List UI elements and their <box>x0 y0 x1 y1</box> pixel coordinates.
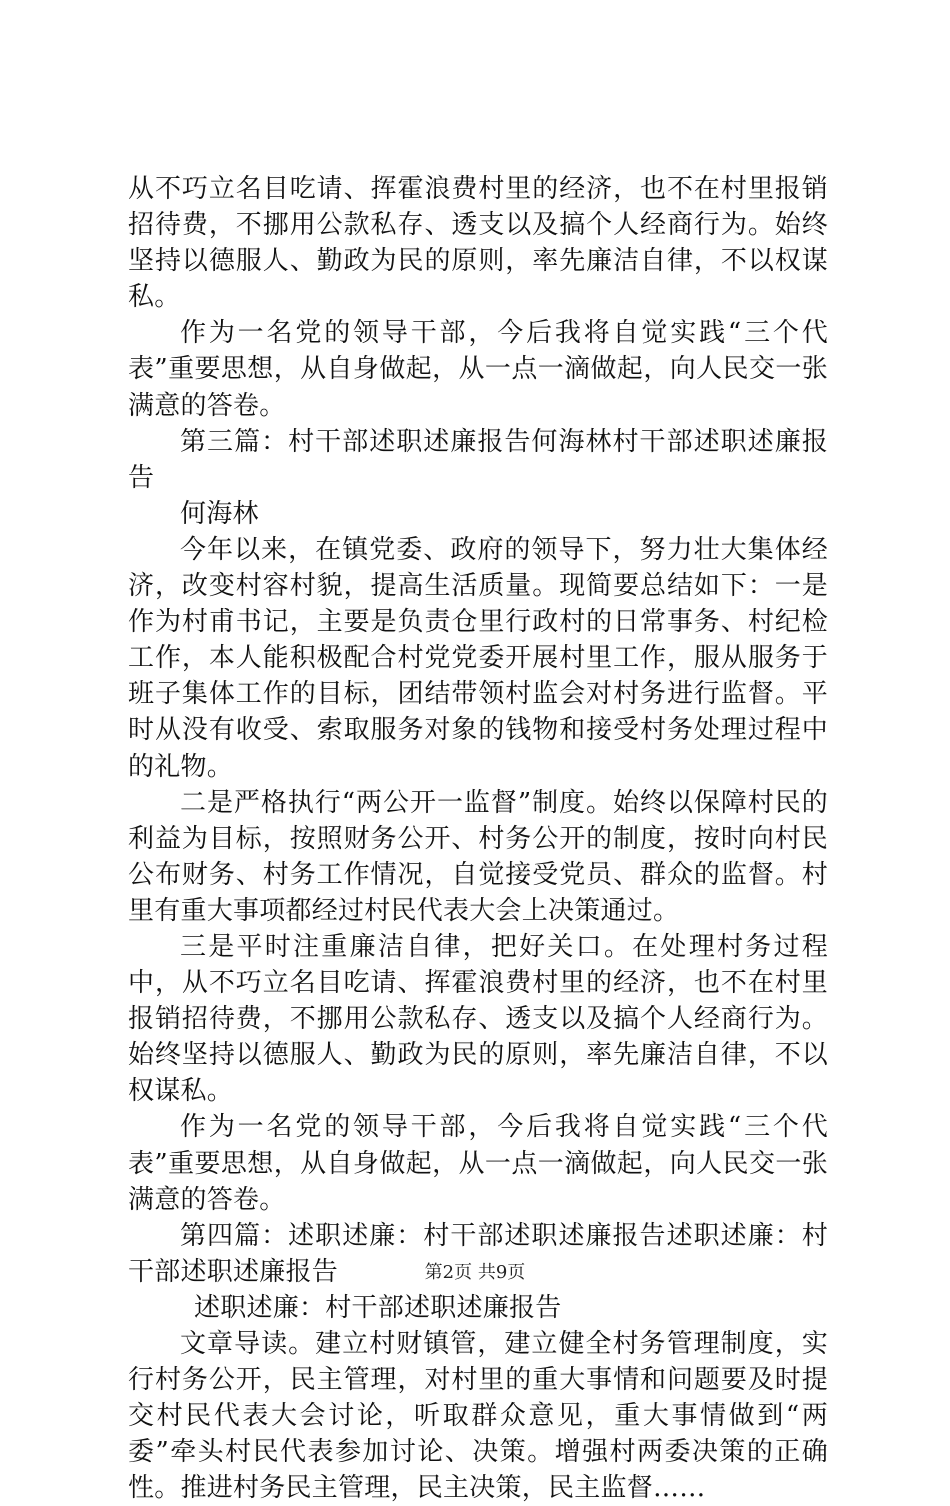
paragraph: 文章导读。建立村财镇管，建立健全村务管理制度，实行村务公开，民主管理，对村里的重大事情和问题要及时提交村民代表大会讨论，听取群众意见，重大事情做到“两委”牵头村民代表参加讨论、决策。增强村两委决策的正确性。推进村务民主管理，民主决策，民主监督…… <box>128 1329 828 1504</box>
paragraph-continued: 从不巧立名目吃请、挥霍浪费村里的经济，也不在村里报销招待费，不挪用公款私存、透支以及搞个人经商行为。始终坚持以德服人、勤政为民的原则，率先廉洁自律，不以权谋私。 <box>128 174 828 313</box>
document-body <box>128 171 828 1506</box>
section-heading: 第三篇：村干部述职述廉报告何海林村干部述职述廉报告 <box>128 426 828 493</box>
section-heading: 第四篇：述职述廉：村干部述职述廉报告述职述廉：村干部述职述廉报告 <box>128 1220 828 1287</box>
page-number: 第2页 共9页 <box>424 1262 526 1283</box>
author-name: 何海林 <box>180 498 259 529</box>
paragraph: 作为一名党的领导干部，今后我将自觉实践“三个代表”重要思想，从自身做起，从一点一滴做起，向人民交一张满意的答卷。 <box>128 318 828 421</box>
paragraph: 今年以来，在镇党委、政府的领导下，努力壮大集体经济，改变村容村貌，提高生活质量。现简要总结如下：一是作为村甫书记，主要是负责仓里行政村的日常事务、村纪检工作，本人能积极配合村党党委开展村里工作，服从服务于班子集体工作的目标，团结带领村监会对村务进行监督。平时从没有收受、索取服务对象的钱物和接受村务处理过程中的礼物。 <box>128 534 828 782</box>
subheading: 述职述廉：村干部述职述廉报告 <box>194 1292 562 1323</box>
paragraph: 三是平时注重廉洁自律，把好关口。在处理村务过程中，从不巧立名目吃请、挥霍浪费村里的经济，也不在村里报销招待费，不挪用公款私存、透支以及搞个人经商行为。始终坚持以德服人、勤政为民的原则，率先廉洁自律，不以权谋私。 <box>128 931 828 1107</box>
page-footer <box>0 1258 950 1284</box>
paragraph: 作为一名党的领导干部，今后我将自觉实践“三个代表”重要思想，从自身做起，从一点一滴做起，向人民交一张满意的答卷。 <box>128 1112 828 1215</box>
paragraph: 二是严格执行“两公开一监督”制度。始终以保障村民的利益为目标，按照财务公开、村务公开的制度，按时向村民公布财务、村务工作情况，自觉接受党员、群众的监督。村里有重大事项都经过村民代表大会上决策通过。 <box>128 787 828 926</box>
